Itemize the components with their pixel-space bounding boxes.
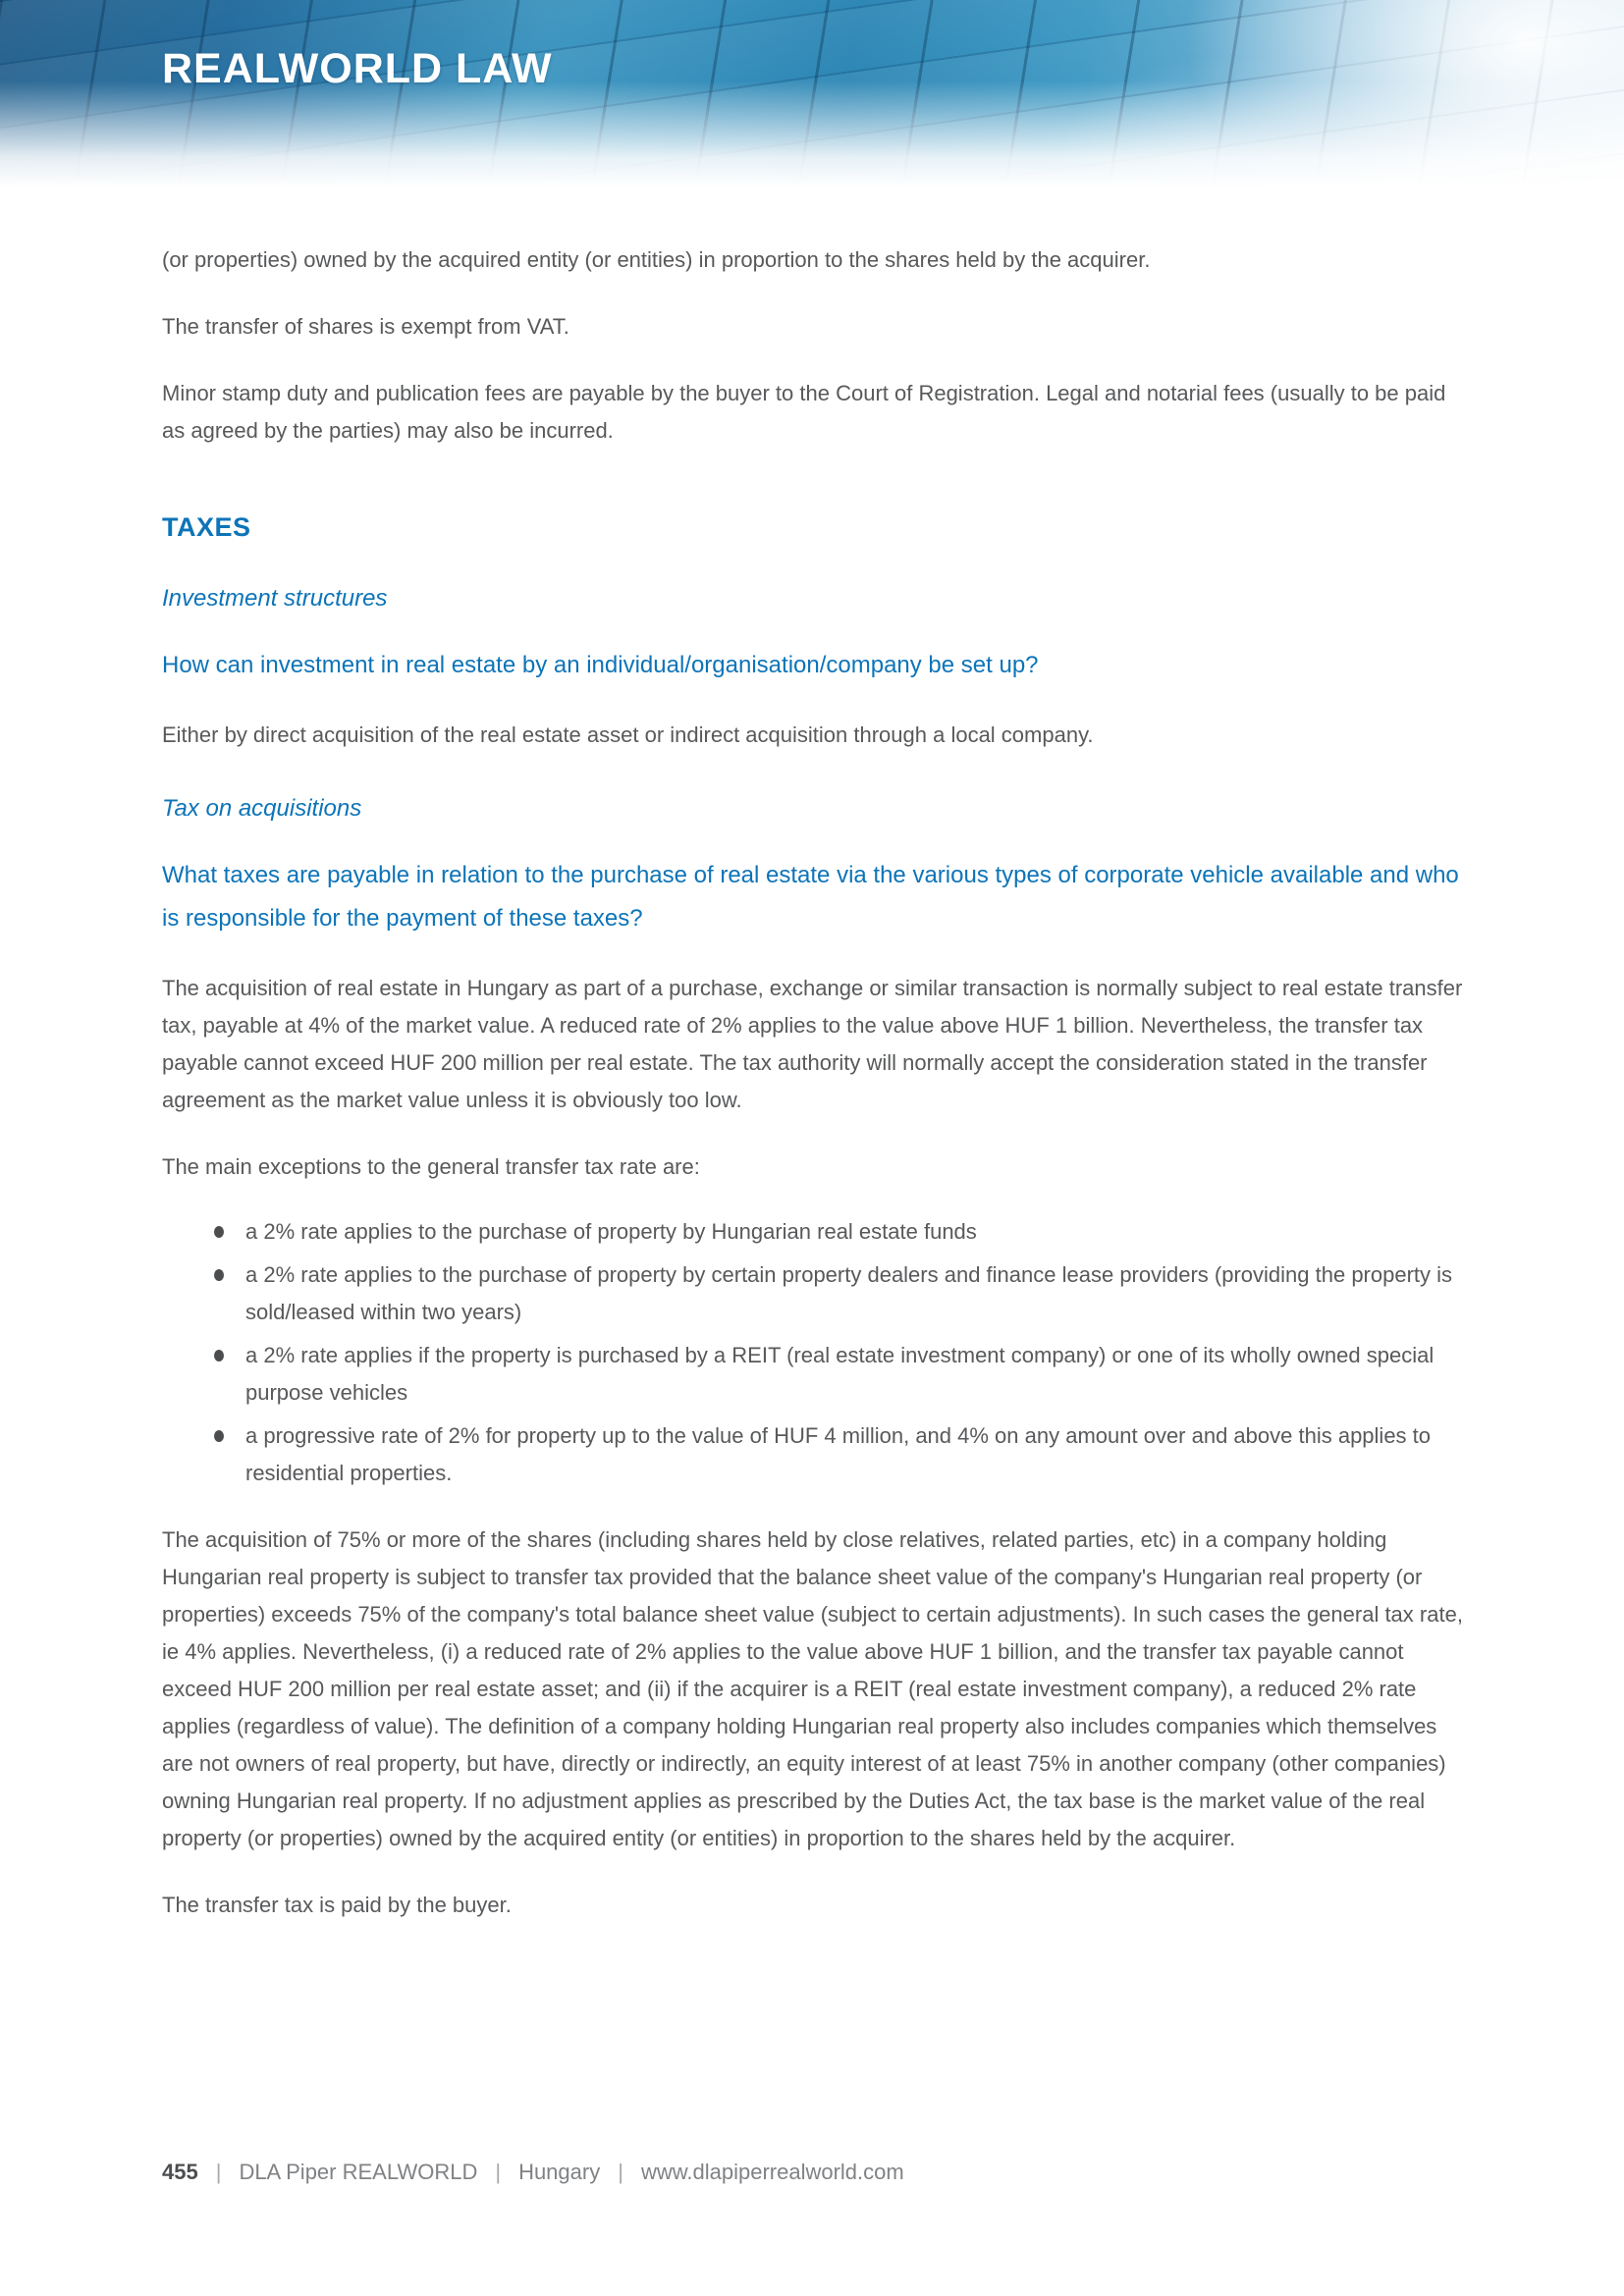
header-banner [0, 0, 1624, 192]
question-investment-setup: How can investment in real estate by an individual/organisation/company be set up? [162, 652, 1039, 678]
paragraph-share-acquisition: The acquisition of 75% or more of the shares (including shares held by close relatives, related parties, etc) in a company holding Hungarian real property is subject to transfer tax provided that the balance sheet value of the company's Hungarian real property (or properties) exceeds 75% of the company's total balance sheet value (subject to certain adjustments). In such cases the general tax rate, ie 4% applies. Nevertheless, (i) a reduced rate of 2% applies to the value above HUF 1 billion, and the transfer tax payable cannot exceed HUF 200 million per real estate asset; and (ii) if the acquirer is a REIT (real estate investment company), a reduced 2% rate applies (regardless of value). The definition of a company holding Hungarian real property also includes companies which themselves are not owners of real property, but have, directly or indirectly, an equity interest of at least 75% in another company (other companies) owning Hungarian real property. If no adjustment applies as prescribed by the Duties Act, the tax base is the market value of the real property (or properties) owned by the acquired entity (or entities) in proportion to the shares held by the acquirer. [162, 1527, 1463, 1850]
paragraph-transfer-tax-buyer: The transfer tax is paid by the buyer. [162, 1893, 512, 1917]
list-item: a 2% rate applies to the purchase of property by certain property dealers and finance lease providers (providing the property is sold/leased within two years) [245, 1256, 1467, 1331]
footer-website-url: www.dlapiperrealworld.com [640, 2160, 904, 2184]
intro-paragraph-continuation: (or properties) owned by the acquired entity (or entities) in proportion to the shares held by the acquirer. [162, 247, 1151, 272]
footer-separator: | [495, 2160, 502, 2184]
footer-country: Hungary [518, 2160, 601, 2184]
paragraph-exceptions-intro: The main exceptions to the general transfer tax rate are: [162, 1154, 700, 1179]
footer-brand: DLA Piper REALWORLD [239, 2160, 478, 2184]
answer-investment-setup: Either by direct acquisition of the real estate asset or indirect acquisition through a local company. [162, 722, 1094, 747]
subheading-tax-on-acquisitions: Tax on acquisitions [162, 795, 362, 822]
page-content [0, 192, 1624, 1924]
paragraph-transfer-tax-general: The acquisition of real estate in Hungary as part of a purchase, exchange or similar transaction is normally subject to real estate transfer tax, payable at 4% of the market value. A reduced rate of 2% applies to the value above HUF 1 billion. Nevertheless, the transfer tax payable cannot exceed HUF 200 million per real estate. The tax authority will normally accept the consideration stated in the transfer agreement as the market value unless it is obviously too low. [162, 976, 1463, 1112]
section-heading-taxes: TAXES [162, 512, 251, 542]
paragraph-vat-exempt: The transfer of shares is exempt from VAT. [162, 314, 569, 339]
question-purchase-taxes: What taxes are payable in relation to the purchase of real estate via the various types of corporate vehicle available and who is responsible for the payment of these taxes? [162, 862, 1459, 932]
footer-separator: | [618, 2160, 623, 2184]
footer-separator: | [215, 2160, 222, 2184]
list-item: a progressive rate of 2% for property up to the value of HUF 4 million, and 4% on any amount over and above this applies to residential properties. [245, 1417, 1467, 1492]
page-footer [162, 2160, 904, 2185]
list-item: a 2% rate applies if the property is purchased by a REIT (real estate investment company) or one of its wholly owned special purpose vehicles [245, 1337, 1467, 1412]
subheading-investment-structures: Investment structures [162, 585, 388, 612]
page-number: 455 [162, 2160, 198, 2184]
transfer-tax-exceptions-list [162, 1213, 1467, 1492]
page-title: REALWORLD LAW [162, 45, 553, 92]
paragraph-stamp-duty: Minor stamp duty and publication fees are payable by the buyer to the Court of Registration. Legal and notarial fees (usually to be paid as agreed by the parties) may also be incurred. [162, 381, 1446, 443]
list-item: a 2% rate applies to the purchase of property by Hungarian real estate funds [245, 1213, 1467, 1251]
